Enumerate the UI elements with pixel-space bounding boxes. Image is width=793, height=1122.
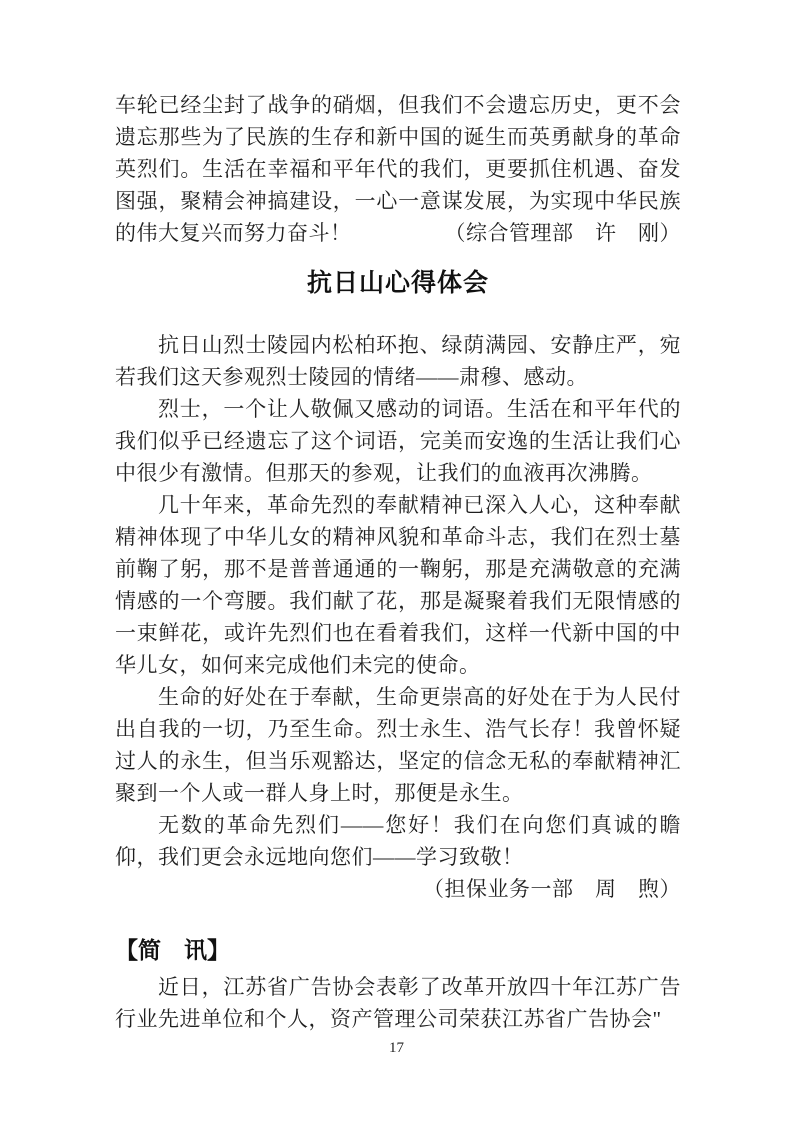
author-signature: （担保业务一部 周 煦） [423, 877, 681, 901]
paragraph: 几十年来，革命先烈的奉献精神已深入人心，这种奉献精神体现了中华儿女的精神风貌和革命斗志，我们在烈士墓前鞠了躬，那不是普普通通的一鞠躬，那是充满敬意的充满情感的一个弯腰。我们献了花，那是凝聚着我们无限情感的一束鲜花，或许先烈们也在看着我们，这样一代新中国的中华儿女，如何来完成他们未完的使命。 [115, 493, 681, 677]
paragraph: 无数的革命先烈们——您好！我们在向您们真诚的瞻仰，我们更会永远地向您们——学习致敬！ [115, 813, 681, 869]
paragraph: 近日，江苏省广告协会表彰了改革开放四十年江苏广告行业先进单位和个人，资产管理公司荣获江苏省广告协会" [115, 975, 681, 1031]
author-signature: （综合管理部 许 刚） [444, 221, 681, 245]
paragraph-continuation [115, 89, 681, 249]
paragraph-text: 车轮已经尘封了战争的硝烟，但我们不会遗忘历史，更不会遗忘那些为了民族的生存和新中国的诞生而英勇献身的革命英烈们。生活在幸福和平年代的我们，更要抓住机遇、奋发图强，聚精会神搞建设，一心一意谋发展，为实现中华民族的伟大复兴而努力奋斗！ [115, 93, 681, 245]
paragraph: 生命的好处在于奉献，生命更崇高的好处在于为人民付出自我的一切，乃至生命。烈士永生、浩气长存！我曾怀疑过人的永生，但当乐观豁达，坚定的信念无私的奉献精神汇聚到一个人或一群人身上时，那便是永生。 [115, 685, 681, 805]
article-title: 抗日山心得体会 [306, 269, 489, 297]
section-header: 【简 讯】 [115, 937, 230, 963]
page-number: 17 [389, 1040, 404, 1056]
paragraph: 抗日山烈士陵园内松柏环抱、绿荫满园、安静庄严，宛若我们这天参观烈士陵园的情绪——肃穆、感动。 [115, 333, 681, 389]
paragraph: 烈士，一个让人敬佩又感动的词语。生活在和平年代的我们似乎已经遗忘了这个词语，完美而安逸的生活让我们心中很少有激情。但那天的参观，让我们的血液再次沸腾。 [115, 397, 681, 485]
page-content [115, 89, 681, 1035]
